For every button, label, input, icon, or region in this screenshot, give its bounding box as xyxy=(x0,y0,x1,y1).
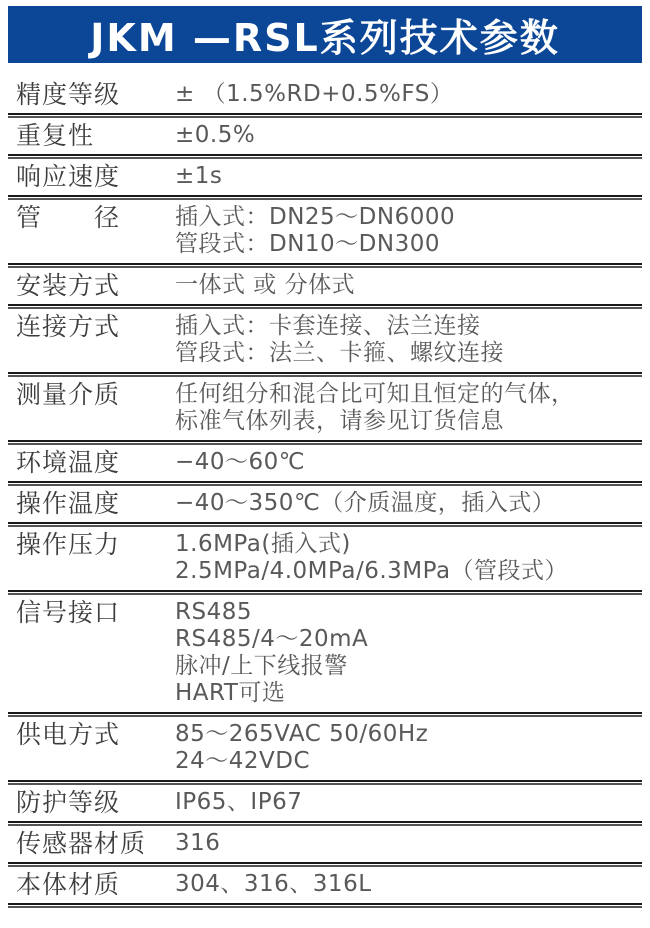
spec-label: 本体材质 xyxy=(16,870,121,899)
spec-row xyxy=(8,717,642,780)
spec-value xyxy=(175,871,642,898)
spec-row xyxy=(8,159,642,195)
spec-label: 精度等级 xyxy=(16,80,121,109)
spec-value-line: ± （1.5%RD+0.5%FS） xyxy=(175,81,454,107)
spec-value xyxy=(175,789,642,816)
spec-label: 测量介质 xyxy=(16,380,121,409)
spec-value-line: 24～42VDC xyxy=(175,748,311,774)
spec-value-line: 1.6MPa(插入式) xyxy=(175,531,351,557)
spec-label: 重复性 xyxy=(16,121,95,150)
spec-label: 环境温度 xyxy=(16,448,121,477)
spec-label: 操作温度 xyxy=(16,489,121,518)
spec-value xyxy=(175,313,642,367)
spec-label: 操作压力 xyxy=(16,530,121,559)
spec-value-line: 管段式：法兰、卡箍、螺纹连接 xyxy=(175,340,504,366)
spec-value xyxy=(175,830,642,857)
spec-value-line: 一体式 或 分体式 xyxy=(175,272,356,298)
spec-row xyxy=(8,268,642,304)
spec-value xyxy=(175,531,642,585)
spec-value-line: ±0.5% xyxy=(175,122,256,148)
spec-value-line: 标准气体列表，请参见订货信息 xyxy=(175,408,504,434)
spec-label: 安装方式 xyxy=(16,271,121,300)
spec-label: 信号接口 xyxy=(16,598,121,627)
spec-row xyxy=(8,785,642,821)
spec-row xyxy=(8,309,642,372)
spec-value xyxy=(175,204,642,258)
spec-row xyxy=(8,377,642,440)
title-banner xyxy=(8,6,642,63)
spec-label: 防护等级 xyxy=(16,788,121,817)
spec-value xyxy=(175,449,642,476)
row-separator xyxy=(8,903,642,908)
spec-value-line: 2.5MPa/4.0MPa/6.3MPa（管段式） xyxy=(175,558,569,584)
spec-value-line: ±1s xyxy=(175,163,223,189)
spec-row xyxy=(8,200,642,263)
spec-value-line: RS485/4～20mA xyxy=(175,626,369,652)
spec-value-line: 任何组分和混合比可知且恒定的气体， xyxy=(175,381,575,407)
spec-value xyxy=(175,721,642,775)
page-title: JKM —RSL系列技术参数 xyxy=(90,16,560,60)
spec-label: 管 径 xyxy=(16,203,121,232)
spec-row xyxy=(8,527,642,590)
spec-value xyxy=(175,599,642,707)
spec-row xyxy=(8,486,642,522)
spec-row xyxy=(8,867,642,903)
spec-value-line: IP65、IP67 xyxy=(175,789,303,815)
spec-value-line: 脉冲/上下线报警 xyxy=(175,653,348,679)
spec-table xyxy=(8,77,642,908)
spec-value xyxy=(175,81,642,108)
spec-value-line: 316 xyxy=(175,830,221,856)
spec-label: 连接方式 xyxy=(16,312,121,341)
spec-value xyxy=(175,381,642,435)
spec-row xyxy=(8,118,642,154)
spec-value-line: 插入式：卡套连接、法兰连接 xyxy=(175,313,481,339)
spec-label: 供电方式 xyxy=(16,720,121,749)
spec-label: 传感器材质 xyxy=(16,829,147,858)
spec-value xyxy=(175,163,642,190)
spec-value-line: 插入式：DN25～DN6000 xyxy=(175,204,456,230)
spec-value-line: −40～350℃（介质温度，插入式） xyxy=(175,490,556,516)
spec-value-line: 管段式：DN10～DN300 xyxy=(175,231,440,257)
spec-row xyxy=(8,826,642,862)
spec-row xyxy=(8,77,642,113)
spec-value-line: 304、316、316L xyxy=(175,871,372,897)
spec-label: 响应速度 xyxy=(16,162,121,191)
spec-value-line: −40～60℃ xyxy=(175,449,306,475)
spec-row xyxy=(8,445,642,481)
spec-value-line: RS485 xyxy=(175,599,252,625)
spec-value xyxy=(175,490,642,517)
spec-value xyxy=(175,122,642,149)
spec-row xyxy=(8,595,642,712)
spec-value xyxy=(175,272,642,299)
spec-value-line: HART可选 xyxy=(175,680,286,706)
spec-value-line: 85～265VAC 50/60Hz xyxy=(175,721,429,747)
